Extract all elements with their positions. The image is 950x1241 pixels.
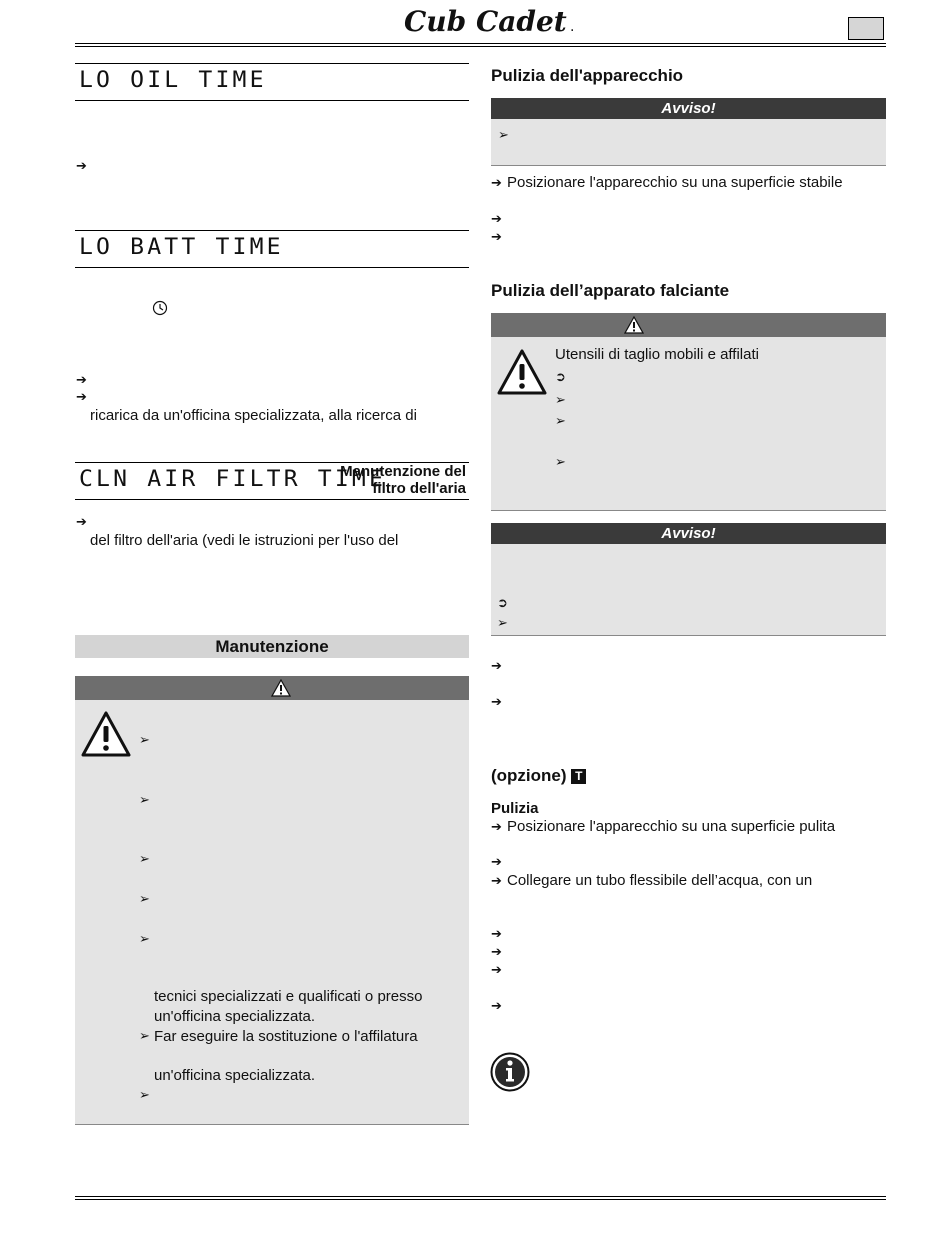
avviso-bar-2: Avviso! [491, 523, 886, 544]
chevron-bullet: ➢ [139, 793, 150, 808]
warning-triangle-icon [271, 679, 291, 697]
lcd1-top-rule [75, 63, 469, 64]
chevron-bullet: ➢ [139, 733, 150, 748]
arrow-bullet: ➔ [491, 945, 502, 960]
footer-rule [75, 1196, 886, 1197]
maint-text-line: un'officina specializzata. [154, 1008, 316, 1025]
lcd3-bottom-rule [75, 499, 469, 500]
text-posizionare-stabile: Posizionare l'apparecchio su una superficie stabile [507, 174, 843, 191]
side-heading-line-2: filtro dell'aria [372, 480, 466, 497]
chevron-bullet: ➢ [139, 1029, 150, 1044]
brand-text: Cub Cadet [404, 5, 567, 38]
section-bar-manutenzione: Manutenzione [75, 635, 469, 658]
footer-rule-2 [75, 1199, 886, 1200]
maint-text-line: tecnici specializzati e qualificati o presso [154, 988, 423, 1005]
cutting-box-bottom-rule [491, 510, 886, 511]
warning-bar [75, 676, 469, 700]
cub-cadet-logo [404, 4, 580, 38]
heading-opzione [491, 766, 586, 786]
text-filtro: del filtro dell'aria (vedi le istruzioni per l'uso del [90, 532, 399, 549]
chevron-bullet: ➢ [497, 616, 508, 631]
avviso-box-1 [491, 119, 886, 165]
clock-icon [152, 300, 168, 316]
arrow-bullet: ➔ [491, 659, 502, 674]
avviso-box-2-bottom-rule [491, 635, 886, 636]
warning-triangle-large-icon [496, 348, 548, 396]
chevron-bullet: ➢ [498, 128, 509, 143]
subheading-pulizia: Pulizia [491, 800, 539, 817]
page-number-box [848, 17, 884, 40]
info-icon [490, 1052, 530, 1092]
chevron-bullet: ➢ [139, 1088, 150, 1103]
text-collegare: Collegare un tubo flessibile dell’acqua, con un [507, 872, 813, 889]
tractor-type-t-badge: T [571, 769, 586, 784]
lcd-cln-air-filtr-time: CLN AIR FILTR TIME [79, 467, 387, 492]
arrow-bullet: ➔ [491, 999, 502, 1014]
arrow-bullet: ➔ [491, 176, 502, 191]
arrow-bullet: ➔ [491, 212, 502, 227]
maint-text-line: un'officina specializzata. [154, 1067, 316, 1084]
lcd-lo-batt-time: LO BATT TIME [79, 235, 284, 260]
chevron-bullet: ➢ [139, 852, 150, 867]
header-rule [75, 43, 886, 44]
lcd2-top-rule [75, 230, 469, 231]
avviso-bar-1: Avviso! [491, 98, 886, 119]
warning-triangle-icon [624, 316, 644, 334]
avviso-box-1-bottom-rule [491, 165, 886, 166]
header-rule-2 [75, 46, 886, 47]
circle-arrow-bullet: ➲ [497, 596, 508, 611]
brand-suffix: . [570, 19, 575, 35]
text-utensili: Utensili di taglio mobili e affilati [555, 346, 759, 363]
arrow-bullet: ➔ [491, 695, 502, 710]
side-heading-air-filter [300, 463, 466, 497]
side-heading-line-1: Manutenzione del [340, 463, 466, 480]
opzione-label: (opzione) [491, 766, 567, 785]
chevron-bullet: ➢ [555, 455, 566, 470]
circle-arrow-bullet: ➲ [555, 370, 566, 385]
arrow-bullet: ➔ [491, 230, 502, 245]
warning-triangle-large-icon [80, 710, 132, 758]
chevron-bullet: ➢ [139, 892, 150, 907]
arrow-bullet: ➔ [491, 820, 502, 835]
maintenance-warning-box [75, 700, 469, 1124]
arrow-bullet: ➔ [76, 390, 87, 405]
text-posizionare-pulita: Posizionare l'apparecchio su una superficie pulita [507, 818, 836, 835]
lcd2-bottom-rule [75, 267, 469, 268]
arrow-bullet: ➔ [76, 159, 87, 174]
chevron-bullet: ➢ [139, 932, 150, 947]
maintenance-box-bottom-rule [75, 1124, 469, 1125]
arrow-bullet: ➔ [491, 927, 502, 942]
lcd-lo-oil-time: LO OIL TIME [79, 68, 267, 93]
arrow-bullet: ➔ [76, 373, 87, 388]
lcd1-bottom-rule [75, 100, 469, 101]
warning-bar-2 [491, 313, 886, 337]
arrow-bullet: ➔ [491, 855, 502, 870]
arrow-bullet: ➔ [491, 874, 502, 889]
avviso-box-2 [491, 544, 886, 635]
maint-text-line: Far eseguire la sostituzione o l'affilatura [154, 1028, 418, 1045]
heading-pulizia-apparecchio: Pulizia dell'apparecchio [491, 66, 684, 85]
chevron-bullet: ➢ [555, 393, 566, 408]
arrow-bullet: ➔ [76, 515, 87, 530]
chevron-bullet: ➢ [555, 414, 566, 429]
heading-pulizia-apparato-falciante: Pulizia dell’apparato falciante [491, 281, 730, 300]
text-ricarica: ricarica da un'officina specializzata, alla ricerca di [90, 407, 417, 424]
arrow-bullet: ➔ [491, 963, 502, 978]
